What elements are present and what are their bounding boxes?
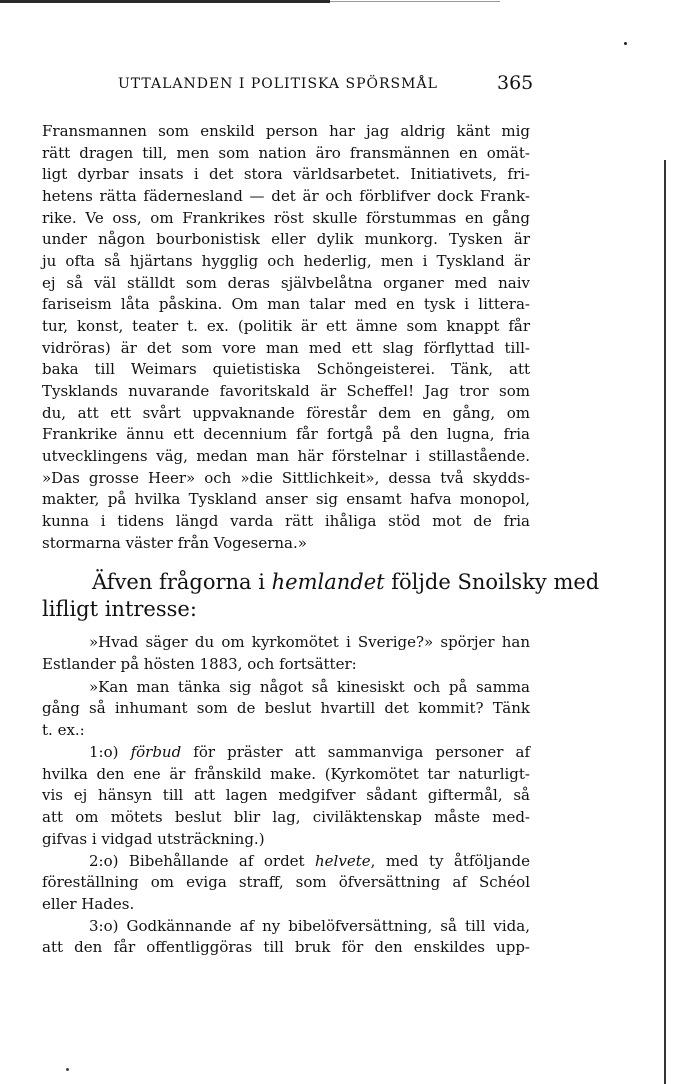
running-head: UTTALANDEN I POLITISKA SPÖRSMÅL — [118, 76, 438, 92]
text-line: att den får offentliggöras till bruk för den enskildes upp- — [42, 938, 530, 956]
text-line: Tysklands nuvarande favoritskald är Scheffel! Jag tror som — [42, 382, 530, 400]
text-line: »Das grosse Heer» och »die Sittlichkeit», dessa två skydds- — [42, 469, 530, 487]
text-line: Fransmannen som enskild person har jag aldrig känt mig — [42, 122, 530, 140]
text-line: ju ofta så hjärtans hygglig och hederlig, men i Tyskland är — [42, 252, 530, 270]
text-line: gifvas i vidgad utsträckning.) — [42, 830, 265, 848]
page-number: 365 — [497, 72, 534, 94]
text-line: rike. Ve oss, om Frankrikes röst skulle förstummas en gång — [42, 209, 530, 227]
text-line: »Hvad säger du om kyrkomötet i Sverige?» spörjer han — [89, 633, 530, 651]
section-heading: Äfven frågorna i hemlandet följde Snoilsky med — [92, 570, 600, 594]
emphasis: förbud — [130, 743, 182, 761]
page-edge-line — [664, 160, 666, 1084]
text-line: kunna i tidens längd varda rätt ihåliga stöd mot de fria — [42, 512, 530, 530]
emphasis: hemlandet — [271, 570, 385, 594]
scan-speck — [66, 1068, 69, 1071]
list-item-3: 3:o) Godkännande af ny bibelöfversättning, så till vida, — [89, 917, 530, 935]
scan-speck — [624, 42, 627, 45]
text-line: vis ej hänsyn till att lagen medgifver sådant giftermål, så — [42, 786, 530, 804]
text-line: baka till Weimars quietistiska Schöngeisterei. Tänk, att — [42, 360, 530, 378]
text-line: »Kan man tänka sig något så kinesiskt och på samma — [89, 678, 530, 696]
text-line: ej så väl ställdt som deras självbelåtna organer med naiv — [42, 274, 530, 292]
text-line: utvecklingens väg, medan man här förstelnar i stillastående. — [42, 447, 530, 465]
text-line: ligt dyrbar insats i det stora världsarbetet. Initiativets, fri- — [42, 165, 530, 183]
text-line: vidröras) är det som vore man med ett slag förflyttad till- — [42, 339, 530, 357]
text-line: du, att ett svårt uppvaknande förestår dem en gång, om — [42, 404, 530, 422]
list-item-2: 2:o) Bibehållande af ordet helvete, med ty åtföljande — [89, 852, 530, 870]
text-line: hetens rätta fädernesland — det är och förblifver dock Frank- — [42, 187, 530, 205]
text-line: föreställning om eviga straff, som öfversättning af Schéol — [42, 873, 530, 891]
emphasis: helvete — [315, 852, 371, 870]
scan-edge-mark — [0, 0, 330, 3]
text-line: Estlander på hösten 1883, och fortsätter: — [42, 655, 357, 673]
text-line: gång så inhumant som de beslut hvartill det kommit? Tänk — [42, 699, 530, 717]
text-line: hvilka den ene är frånskild make. (Kyrkomötet tar naturligt- — [42, 765, 530, 783]
text-line: under någon bourbonistisk eller dylik munkorg. Tysken är — [42, 230, 530, 248]
text-line: makter, på hvilka Tyskland anser sig ensamt hafva monopol, — [42, 490, 530, 508]
text-line: tur, konst, teater t. ex. (politik är ett ämne som knappt får — [42, 317, 530, 335]
text-line: t. ex.: — [42, 721, 85, 739]
list-item-1: 1:o) förbud för präster att sammanviga personer af — [89, 743, 530, 761]
text-line: att om mötets beslut blir lag, civiläktenskap måste med- — [42, 808, 530, 826]
scan-edge-mark-faint — [330, 1, 500, 2]
text-line: eller Hades. — [42, 895, 135, 913]
text-line: stormarna väster från Vogeserna.» — [42, 534, 307, 552]
text-line: fariseism låta påskina. Om man talar med en tysk i littera- — [42, 295, 530, 313]
section-heading-line2: lifligt intresse: — [42, 597, 197, 621]
text-line: rätt dragen till, men som nation äro fransmännen en omät- — [42, 144, 530, 162]
text-line: Frankrike ännu ett decennium får fortgå på den lugna, fria — [42, 425, 530, 443]
